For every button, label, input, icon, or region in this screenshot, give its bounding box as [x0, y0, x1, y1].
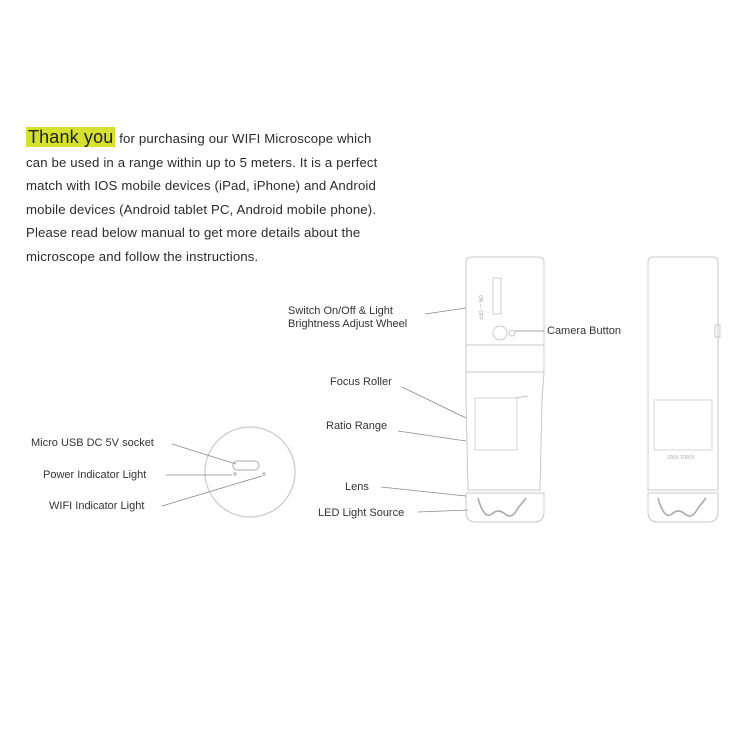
camera-button-label: Camera Button	[547, 325, 621, 337]
intro-line-4: mobile devices (Android tablet PC, Android mobile phone).	[26, 201, 377, 217]
thank-you-highlight: Thank you	[28, 127, 114, 147]
focus-roller-label: Focus Roller	[330, 376, 392, 388]
switch-label-line-2: Brightness Adjust Wheel	[288, 318, 408, 330]
switch-label-line-1: Switch On/Off & Light	[288, 305, 393, 317]
power-indicator-label: Power Indicator Light	[43, 469, 147, 481]
lens-label: Lens	[345, 481, 369, 493]
led-light-source-label: LED Light Source	[318, 507, 405, 519]
intro-line-5: Please read below manual to get more details about the	[26, 225, 361, 241]
intro-line-1: for purchasing our WIFI Microscope which	[115, 131, 372, 146]
switch-marking: ON — OFF	[477, 295, 483, 321]
intro-line-3: match with IOS mobile devices (iPad, iPhone) and Android	[26, 178, 376, 194]
intro-line-2: can be used in a range within up to 5 meters. It is a perfect	[26, 154, 378, 170]
scale-marking: 200X 1000X	[667, 455, 695, 461]
micro-usb-label: Micro USB DC 5V socket	[31, 437, 154, 449]
ratio-range-label: Ratio Range	[326, 420, 388, 432]
microscope-rear-view	[205, 427, 295, 517]
wifi-indicator-label: WIFI Indicator Light	[49, 500, 145, 512]
microscope-side-view	[648, 257, 720, 522]
intro-line-6: microscope and follow the instructions.	[26, 248, 259, 264]
